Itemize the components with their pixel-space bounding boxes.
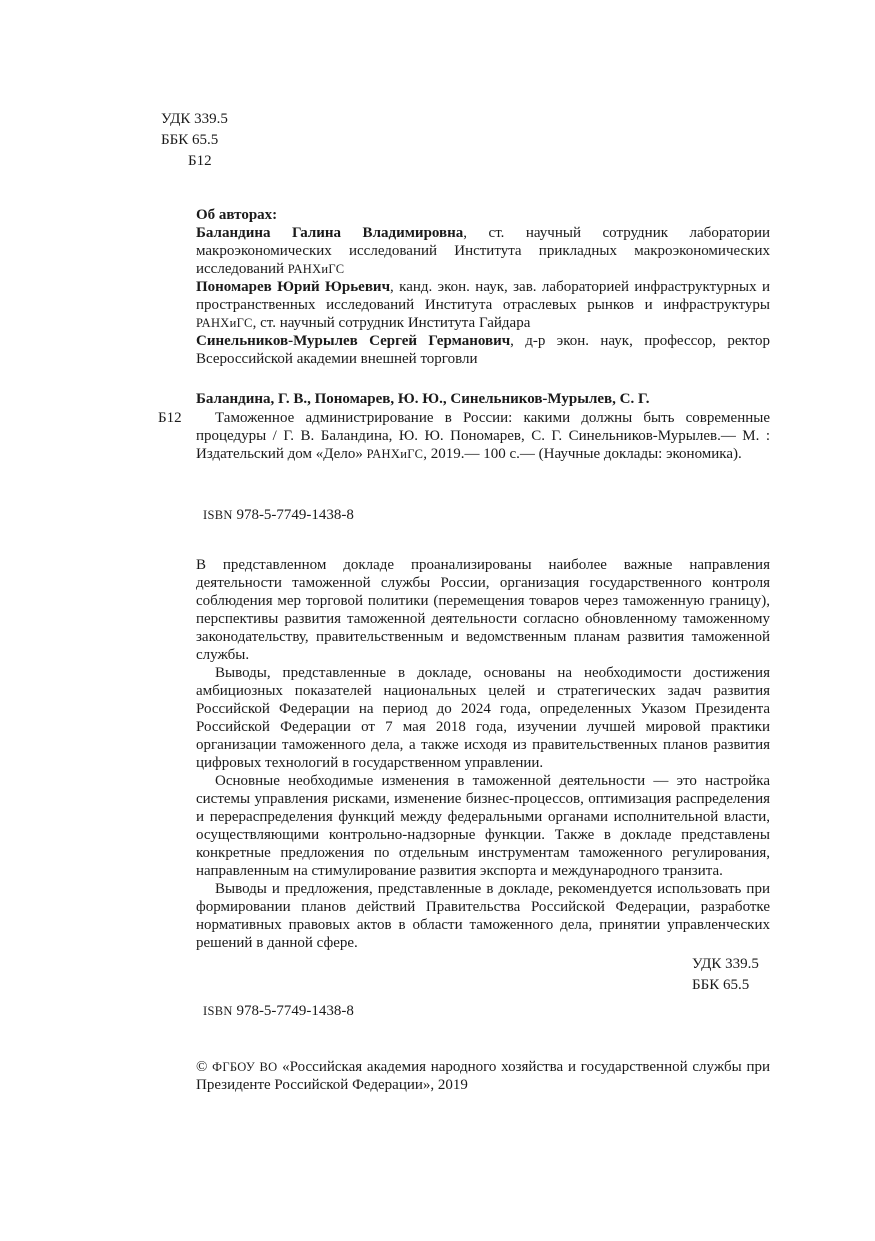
institution-abbr: РАНХиГС (287, 262, 345, 276)
author-name: Синельников-Мурылев Сергей Германович (196, 333, 511, 349)
isbn-top: ISBN 978-5-7749-1438-8 (203, 507, 354, 523)
abstract-paragraph: Выводы, представленные в докладе, основаны на необходимости достижения амбициозных показателей национальных целей и стратегических задач развития Российской Федерации на период до 2024 года, определенных Указом Президента Российской Федерации от 7 мая 2018 года, изучении лучшей мировой практики организации таможенного дела, а также исходя из правительственных планов развития цифровых технологий в государственном управлении. (196, 665, 770, 771)
abstract-paragraph: Основные необходимые изменения в таможенной деятельности — это настройка системы управления рисками, изменение бизнес-процессов, оптимизация распределения и перераспределения функций между федеральными органами исполнительной власти, осуществляющими контрольно-надзорные функции. Также в докладе представлены конкретные предложения по отдельным инструментам таможенного регулирования, направленным на стимулирование развития экспорта и международного транзита. (196, 773, 770, 879)
institution-abbr: ФГБОУ ВО (212, 1060, 278, 1074)
copyright-notice: © ФГБОУ ВО «Российская академия народного хозяйства и государственной службы при Президенте Российской Федерации», 2019 (196, 1059, 771, 1093)
about-authors (196, 206, 770, 368)
author-name: Пономарев Юрий Юрьевич (196, 279, 391, 295)
isbn-bottom: ISBN 978-5-7749-1438-8 (203, 1003, 354, 1019)
bbk-code-top: ББК 65.5 (161, 132, 219, 148)
udk-code-top: УДК 339.5 (161, 111, 228, 127)
institution-abbr: РАНХиГС (366, 447, 424, 461)
bibliographic-record: Таможенное администрирование в России: какими должны быть современные процедуры / Г. В. Баландина, Ю. Ю. Пономарев, С. Г. Синельников-Мурылев.— М. : Издательский дом «Дело» РАНХиГС, 2019.— 100 с.— (Научные доклады: экономика). (196, 410, 770, 462)
bibliographic-authors: Баландина, Г. В., Пономарев, Ю. Ю., Синельников-Мурылев, С. Г. (196, 391, 650, 407)
author-bio: Пономарев Юрий Юрьевич, канд. экон. наук, зав. лабораторией инфраструктурных и пространственных исследований Института отраслевых рынков и инфраструктуры РАНХиГС, ст. научный сотрудник Института Гайдара (196, 279, 771, 331)
abstract-paragraph: В представленном докладе проанализированы наиболее важные направления деятельности таможенной службы России, организация государственного контроля соблюдения мер торговой политики (перемещения товаров через таможенную границу), перспективы развития таможенной деятельности согласно обновленному таможенному законодательству, правительственным и ведомственным планам развития таможенной службы. (196, 557, 770, 663)
author-mark-top: Б12 (188, 153, 212, 169)
copyright-symbol: © (196, 1059, 208, 1075)
udk-code-bottom: УДК 339.5 (692, 956, 759, 972)
author-bio: Баландина Галина Владимировна, ст. научный сотрудник лаборатории макроэкономических исследований Института прикладных макроэкономических исследований РАНХиГС (196, 225, 770, 277)
institution-abbr: РАНХиГС (196, 316, 253, 330)
abstract-paragraph: Выводы и предложения, представленные в докладе, рекомендуется использовать при формировании планов действий Правительства Российской Федерации, разработке нормативных правовых актов в области таможенного дела, принятии управленческих решений в данной сфере. (196, 881, 770, 951)
abstract (196, 556, 770, 952)
author-mark: Б12 (158, 410, 182, 426)
bbk-code-bottom: ББК 65.5 (692, 977, 750, 993)
author-bio: Синельников-Мурылев Сергей Германович, д-р экон. наук, профессор, ректор Всероссийской академии внешней торговли (196, 333, 770, 367)
about-authors-heading: Об авторах: (196, 207, 278, 223)
author-name: Баландина Галина Владимировна (196, 225, 464, 241)
